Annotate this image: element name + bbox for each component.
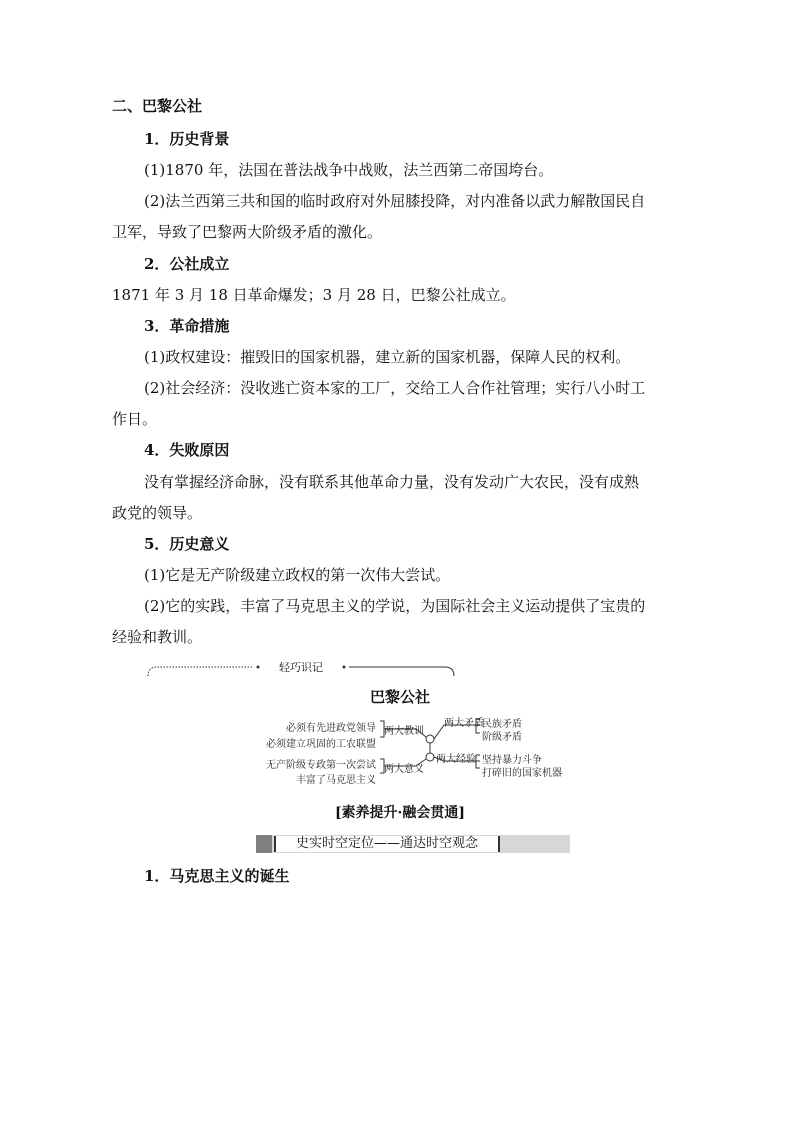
diagram-left-item: 丰富了马克思主义 (296, 775, 376, 786)
subheading-failure-reasons: 4．失败原因 (144, 441, 230, 459)
section-title: [素养提升·融会贯通] (334, 805, 466, 821)
banner-text: 史实时空定位——通达时空观念 (295, 836, 478, 851)
paragraph-line: (1)政权建设：摧毁旧的国家机器，建立新的国家机器，保障人民的权利。 (144, 348, 631, 366)
diagram-mid-item: 两大意义 (384, 764, 424, 775)
paragraph-line: (2)它的实践，丰富了马克思主义的学说，为国际社会主义运动提供了宝贵的 (144, 597, 646, 615)
diagram-right-item: 阶级矛盾 (482, 732, 522, 743)
paragraph-line: 政党的领导。 (112, 504, 203, 522)
diagram-right-item: 打碎旧的国家机器 (482, 768, 562, 779)
section-banner (256, 835, 570, 853)
diagram-left-item: 必须有先进政党领导 (286, 723, 376, 734)
banner-accent (256, 835, 272, 853)
subheading-measures: 3．革命措施 (144, 317, 230, 335)
diagram-title: 巴黎公社 (369, 688, 430, 706)
paragraph-line: 没有掌握经济命脉，没有联系其他革命力量，没有发动广大农民，没有成熟 (144, 473, 640, 491)
paragraph-line: (2)法兰西第三共和国的临时政府对外屈膝投降，对内准备以武力解散国民自 (144, 192, 646, 210)
subheading-significance: 5．历史意义 (144, 535, 230, 553)
diagram-mid-item: 两大教训 (384, 726, 424, 737)
subheading-marxism-birth: 1．马克思主义的诞生 (144, 867, 290, 885)
diagram-left-item: 必须建立巩固的工农联盟 (266, 739, 376, 750)
paragraph-line: 作日。 (112, 410, 158, 428)
diagram-right-item: 民族矛盾 (482, 719, 522, 730)
paragraph-line: 经验和教训。 (112, 628, 203, 646)
diagram-left-item: 无产阶级专政第一次尝试 (266, 760, 376, 771)
memory-tip-frame (145, 661, 457, 677)
subheading-establishment: 2．公社成立 (144, 255, 230, 273)
paragraph-line: 卫军，导致了巴黎两大阶级矛盾的激化。 (112, 223, 383, 241)
subheading-background: 1．历史背景 (144, 130, 230, 148)
paragraph-line: 1871 年 3 月 18 日革命爆发；3 月 28 日，巴黎公社成立。 (112, 286, 516, 304)
heading-paris-commune: 二、巴黎公社 (112, 97, 203, 115)
banner-box (274, 836, 500, 852)
paragraph-line: (2)社会经济：没收逃亡资本家的工厂，交给工人合作社管理；实行八小时工 (144, 379, 646, 397)
diagram-branch-item: 两大经验 (436, 754, 476, 765)
memory-tip-label: 轻巧识记 (279, 661, 323, 674)
diagram-branch-item: 两大矛盾 (444, 718, 484, 729)
paragraph-line: (1)它是无产阶级建立政权的第一次伟大尝试。 (144, 566, 451, 584)
diagram-right-item: 坚持暴力斗争 (482, 755, 542, 766)
paragraph-line: (1)1870 年，法国在普法战争中战败，法兰西第二帝国垮台。 (144, 161, 554, 179)
